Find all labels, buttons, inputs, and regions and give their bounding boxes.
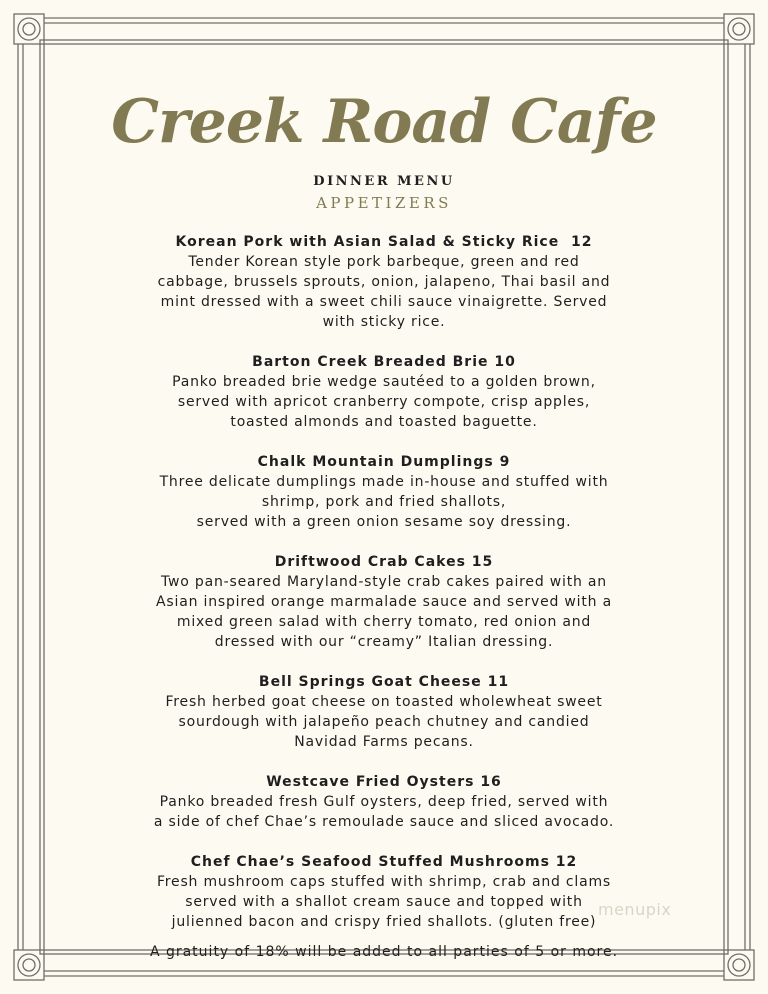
item-name: Chalk Mountain Dumplings 9 (257, 454, 511, 470)
menu-item (60, 232, 708, 332)
menu-items (60, 232, 708, 952)
item-name: Driftwood Crab Cakes 15 (274, 554, 494, 570)
menu-item (60, 552, 708, 652)
item-name: Chef Chae’s Seafood Stuffed Mushrooms 12 (190, 854, 578, 870)
restaurant-name: Creek Road Cafe (111, 87, 657, 157)
section-title: APPETIZERS (316, 194, 452, 212)
item-description: Panko breaded fresh Gulf oysters, deep fried, served with a side of chef Chae’s remoulade sauce and sliced avocado. (153, 794, 615, 830)
menu-type: DINNER MENU (313, 174, 455, 189)
menu-item (60, 352, 708, 432)
watermark: menupix (598, 900, 672, 919)
item-name: Barton Creek Breaded Brie 10 (252, 354, 516, 370)
item-description: Fresh mushroom caps stuffed with shrimp, crab and clams served with a shallot cream sauce and topped with julienned bacon and crispy fried shallots. (gluten free) (156, 874, 612, 930)
item-description: Tender Korean style pork barbeque, green and red cabbage, brussels sprouts, onion, jalapeno, Thai basil and mint dressed with a sweet chili sauce vinaigrette. Served with sticky rice. (157, 254, 611, 330)
item-description: Three delicate dumplings made in-house and stuffed with shrimp, pork and fried shallots, served with a green onion sesame soy dressing. (159, 474, 609, 530)
item-name: Korean Pork with Asian Salad & Sticky Rice 12 (175, 234, 593, 250)
menu-item (60, 672, 708, 752)
item-description: Fresh herbed goat cheese on toasted wholewheat sweet sourdough with jalapeño peach chutney and candied Navidad Farms pecans. (165, 694, 603, 750)
item-description: Panko breaded brie wedge sautéed to a golden brown, served with apricot cranberry compote, crisp apples, toasted almonds and toasted baguette. (172, 374, 596, 430)
menu-item (60, 852, 708, 932)
menu-item (60, 772, 708, 832)
item-name: Westcave Fried Oysters 16 (266, 774, 502, 790)
gratuity-note: A gratuity of 18% will be added to all parties of 5 or more. (149, 944, 619, 960)
menu-item (60, 452, 708, 532)
item-description: Two pan-seared Maryland-style crab cakes paired with an Asian inspired orange marmalade sauce and served with a mixed green salad with cherry tomato, red onion and dressed with our “creamy” Italian dressing. (156, 574, 612, 650)
item-name: Bell Springs Goat Cheese 11 (258, 674, 510, 690)
